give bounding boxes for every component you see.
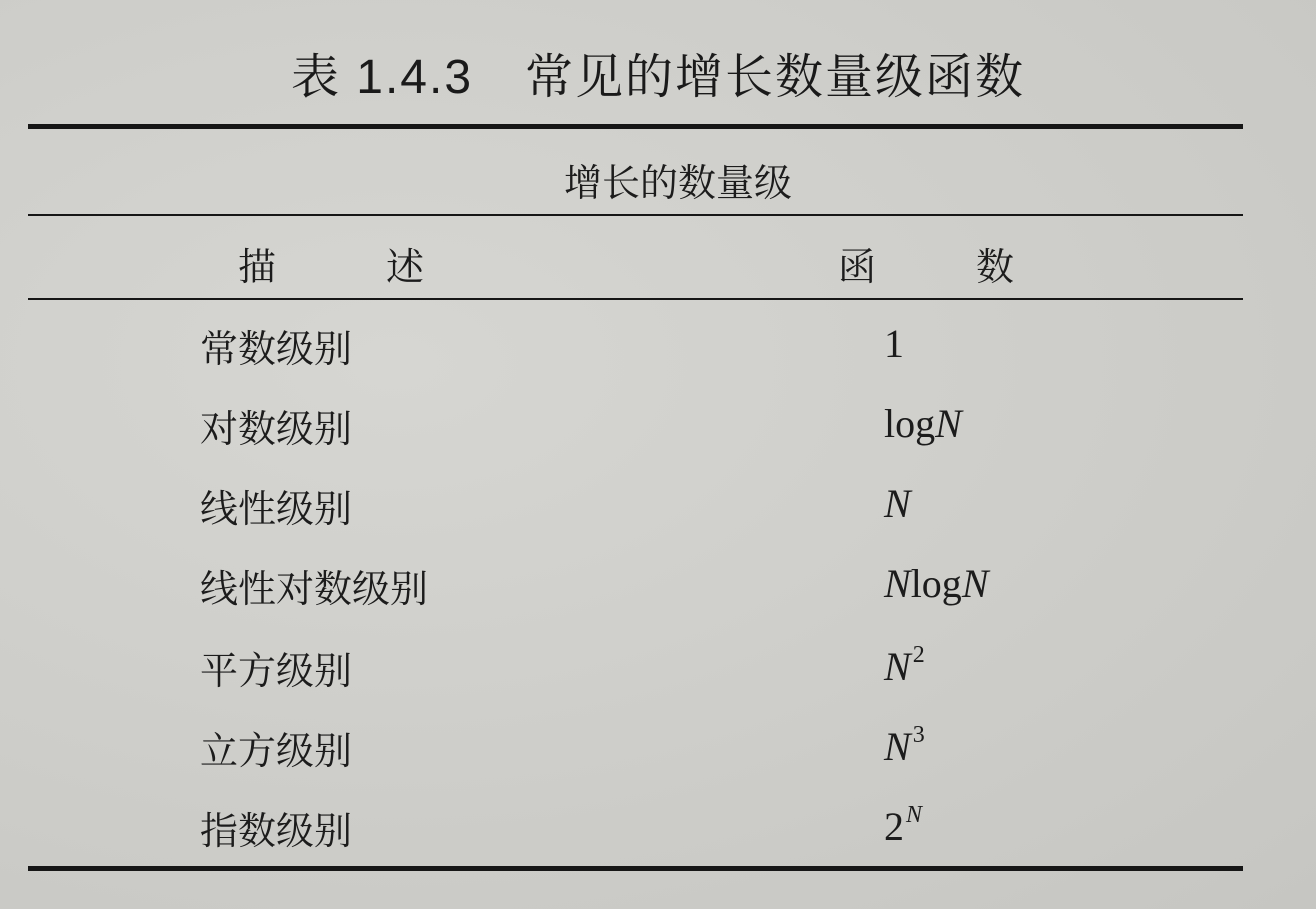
row-function: NlogN [884,561,989,606]
row-function: $N^2$ [884,642,925,689]
table-title: 常见的增长数量级函数 [525,49,1026,105]
table-caption [0,38,1316,107]
row-description: 指数级别 [200,809,353,853]
table-row [0,478,1316,538]
table-row [0,558,1316,618]
column-header-description [238,236,534,291]
column-header-function-label: 函数 [838,245,1115,289]
bottom-rule [28,866,1243,871]
row-function: logN [884,401,962,446]
row-function: $2^N$ [884,802,923,849]
column-header-description-label: 描述 [238,245,535,289]
header-divider [28,214,1243,216]
table-row [0,318,1316,378]
top-rule [28,124,1243,129]
table-row [0,398,1316,458]
row-description: 立方级别 [200,729,353,773]
row-description: 线性级别 [200,487,353,531]
table-row [0,640,1316,700]
table-row [0,800,1316,860]
row-description: 平方级别 [200,649,353,693]
table-number: 表 1.4.3 [290,51,474,104]
row-description: 线性对数级别 [200,567,429,611]
column-header-divider [28,298,1243,300]
row-function: $N^3$ [884,722,925,769]
row-function: N [884,481,911,526]
column-header-function [838,236,1114,291]
row-description: 对数级别 [200,407,353,451]
row-description: 常数级别 [200,327,353,371]
group-header: 增长的数量级 [563,161,792,205]
row-function: 1 [884,321,904,366]
table-row [0,720,1316,780]
